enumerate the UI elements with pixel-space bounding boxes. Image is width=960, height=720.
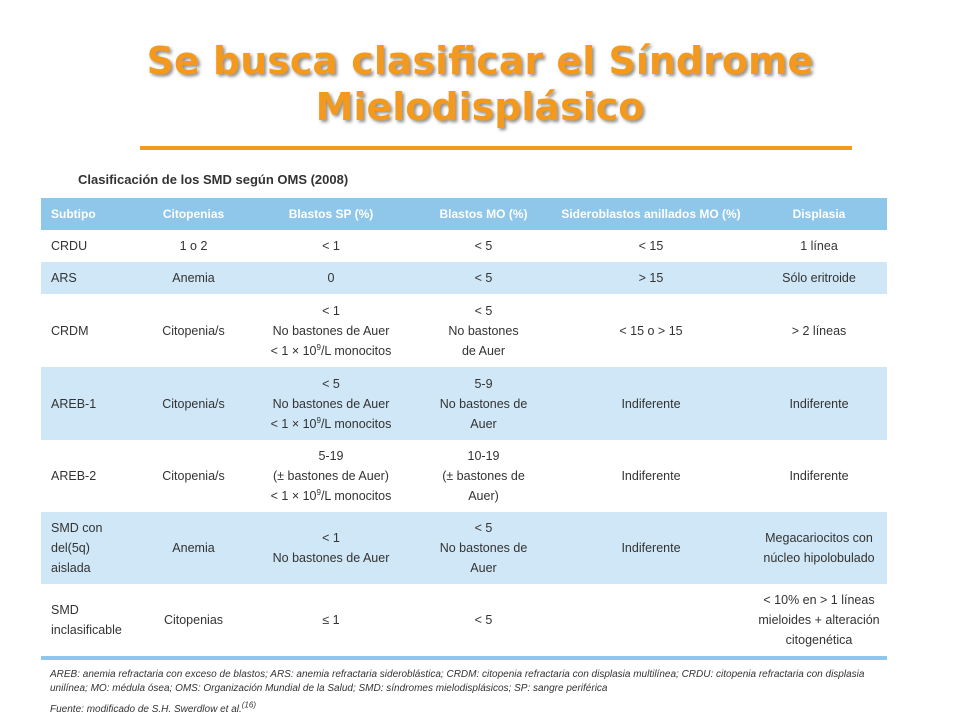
cell-line: 1 o 2 [179, 239, 208, 253]
cell-blastos-mo [416, 512, 551, 584]
cell-line: < 5 [474, 613, 493, 627]
cell-line-monocitos [250, 414, 412, 434]
cell-blastos-sp [246, 294, 416, 367]
table-row-ars [41, 262, 887, 294]
cell-subtipo [41, 230, 141, 262]
cell-line: CRDM [51, 323, 89, 338]
cell-line: Anemia [172, 271, 215, 285]
cell-line: mieloides + alteración [758, 613, 880, 627]
header-blastos-mo: Blastos MO (%) [416, 198, 551, 230]
cell-blastos-mo [416, 230, 551, 262]
cell-line: Indiferente [621, 469, 681, 483]
header-blastos-sp: Blastos SP (%) [246, 198, 416, 230]
cell-blastos-sp [246, 584, 416, 658]
cell-text: /L monocitos [320, 489, 392, 503]
cell-blastos-mo [416, 262, 551, 294]
cell-line: SMD con del(5q) [51, 521, 103, 555]
header-citopenias: Citopenias [141, 198, 246, 230]
cell-displasia [751, 262, 887, 294]
cell-line: < 1 [322, 303, 340, 318]
cell-sideroblastos [551, 440, 751, 512]
cell-line: AREB-2 [51, 469, 97, 483]
cell-line: 5-9 [474, 376, 493, 391]
cell-line: > 2 líneas [791, 323, 847, 338]
table-row-smd-del5q [41, 512, 887, 584]
cell-line: 10-19 [467, 449, 500, 463]
cell-subtipo [41, 512, 141, 584]
cell-line: AREB-1 [51, 396, 97, 411]
cell-line: Indiferente [789, 469, 849, 483]
cell-superscript: 9 [316, 415, 321, 425]
cell-line: Auer) [468, 489, 499, 503]
cell-line: < 5 [322, 376, 340, 391]
cell-sideroblastos [551, 512, 751, 584]
slide-title-line-1: Se busca clasificar el Síndrome [146, 39, 814, 83]
cell-displasia [751, 294, 887, 367]
cell-blastos-sp [246, 512, 416, 584]
cell-line: citogenética [785, 633, 853, 647]
cell-line: < 1 [322, 531, 340, 545]
cell-line: < 15 o > 15 [619, 323, 683, 338]
cell-line: Citopenia/s [162, 323, 225, 338]
title-underline [140, 146, 852, 150]
cell-blastos-sp [246, 262, 416, 294]
cell-citopenias [141, 230, 246, 262]
cell-line: Indiferente [621, 396, 681, 411]
cell-citopenias [141, 440, 246, 512]
cell-line: 5-19 [318, 449, 344, 463]
table-row-crdu [41, 230, 887, 262]
cell-subtipo [41, 294, 141, 367]
cell-line: Anemia [172, 541, 215, 555]
cell-text: /L monocitos [320, 343, 392, 358]
cell-line: 1 línea [800, 239, 838, 253]
cell-line: < 15 [638, 239, 664, 253]
classification-table-wrap [41, 198, 887, 660]
header-sideroblastos: Sideroblastos anillados MO (%) [551, 198, 751, 230]
cell-subtipo [41, 262, 141, 294]
table-row-areb-1 [41, 367, 887, 440]
cell-blastos-mo [416, 367, 551, 440]
source-ref: (16) [241, 700, 256, 710]
cell-citopenias [141, 367, 246, 440]
cell-line: inclasificable [51, 623, 122, 637]
cell-blastos-mo [416, 440, 551, 512]
cell-sideroblastos [551, 294, 751, 367]
cell-line: No bastones de Auer [272, 323, 390, 338]
cell-line: núcleo hipolobulado [763, 551, 875, 565]
cell-line-monocitos [250, 486, 412, 506]
cell-blastos-sp [246, 230, 416, 262]
cell-blastos-sp [246, 440, 416, 512]
cell-blastos-sp [246, 367, 416, 440]
slide-title-line-2: Mielodisplásico [315, 85, 645, 129]
cell-text: /L monocitos [320, 416, 392, 431]
cell-sideroblastos [551, 367, 751, 440]
cell-line: aislada [51, 561, 91, 575]
table-row-areb-2 [41, 440, 887, 512]
cell-line: < 5 [474, 303, 493, 318]
cell-line: No bastones [448, 323, 519, 338]
cell-blastos-mo [416, 584, 551, 658]
classification-table [41, 198, 887, 660]
cell-line: No bastones de [439, 396, 528, 411]
cell-line: Indiferente [621, 541, 681, 555]
cell-line: SMD [51, 603, 79, 617]
cell-displasia [751, 367, 887, 440]
cell-text: < 1 × 10 [270, 416, 317, 431]
cell-citopenias [141, 512, 246, 584]
cell-superscript: 9 [316, 487, 321, 497]
cell-line: Citopenia/s [162, 396, 225, 411]
slide-title [0, 38, 960, 130]
cell-displasia [751, 512, 887, 584]
cell-sideroblastos [551, 262, 751, 294]
cell-citopenias [141, 262, 246, 294]
header-subtipo: Subtipo [41, 198, 141, 230]
cell-line: Citopenia/s [162, 469, 225, 483]
cell-line: Auer [470, 416, 497, 431]
cell-line: < 5 [474, 239, 493, 253]
cell-displasia [751, 584, 887, 658]
cell-line: 0 [327, 271, 335, 285]
table-header-row [41, 198, 887, 230]
cell-superscript: 9 [316, 342, 321, 352]
cell-line: (± bastones de Auer) [273, 469, 389, 483]
cell-line: de Auer [461, 343, 506, 358]
cell-displasia [751, 230, 887, 262]
cell-sideroblastos [551, 584, 751, 658]
cell-text: < 1 × 10 [270, 343, 317, 358]
cell-line: (± bastones de [442, 469, 525, 483]
cell-line: Megacariocitos con [765, 531, 873, 545]
cell-line: < 10% en > 1 líneas [763, 593, 875, 607]
table-row-crdm [41, 294, 887, 367]
source-text: Fuente: modificado de S.H. Swerdlow et al. [50, 704, 242, 715]
cell-line: Sólo eritroide [782, 271, 856, 285]
header-displasia: Displasia [751, 198, 887, 230]
cell-line: No bastones de [439, 541, 528, 555]
cell-displasia [751, 440, 887, 512]
cell-line: Auer [470, 561, 497, 575]
table-caption: Clasificación de los SMD según OMS (2008) [78, 172, 349, 187]
cell-line: < 5 [474, 521, 493, 535]
cell-line: ≤ 1 [322, 613, 340, 627]
cell-line: > 15 [638, 271, 664, 285]
cell-line: CRDU [51, 239, 88, 253]
cell-line: Citopenias [163, 613, 224, 627]
cell-subtipo [41, 367, 141, 440]
cell-text: < 1 × 10 [270, 489, 317, 503]
cell-line: No bastones de Auer [272, 551, 390, 565]
table-source [50, 700, 256, 715]
cell-line: < 5 [474, 271, 493, 285]
cell-blastos-mo [416, 294, 551, 367]
cell-citopenias [141, 584, 246, 658]
cell-line: No bastones de Auer [272, 396, 390, 411]
cell-citopenias [141, 294, 246, 367]
cell-line: Indiferente [789, 396, 849, 411]
cell-subtipo [41, 584, 141, 658]
table-row-smd-inclasificable [41, 584, 887, 658]
cell-sideroblastos [551, 230, 751, 262]
cell-line: ARS [51, 271, 77, 285]
table-footnote: AREB: anemia refractaria con exceso de blastos; ARS: anemia refractaria sideroblástica; CRDM: citopenia refractaria con displasia multilínea; CRDU: citopenia refractaria con displasia unilínea; MO: médula ósea; OMS: Organización Mundial de la Salud; SMD: síndromes mielodisplásicos; SP: sangre periférica [50, 669, 865, 694]
cell-subtipo [41, 440, 141, 512]
cell-line: < 1 [322, 239, 340, 253]
cell-line-monocitos [250, 341, 412, 361]
